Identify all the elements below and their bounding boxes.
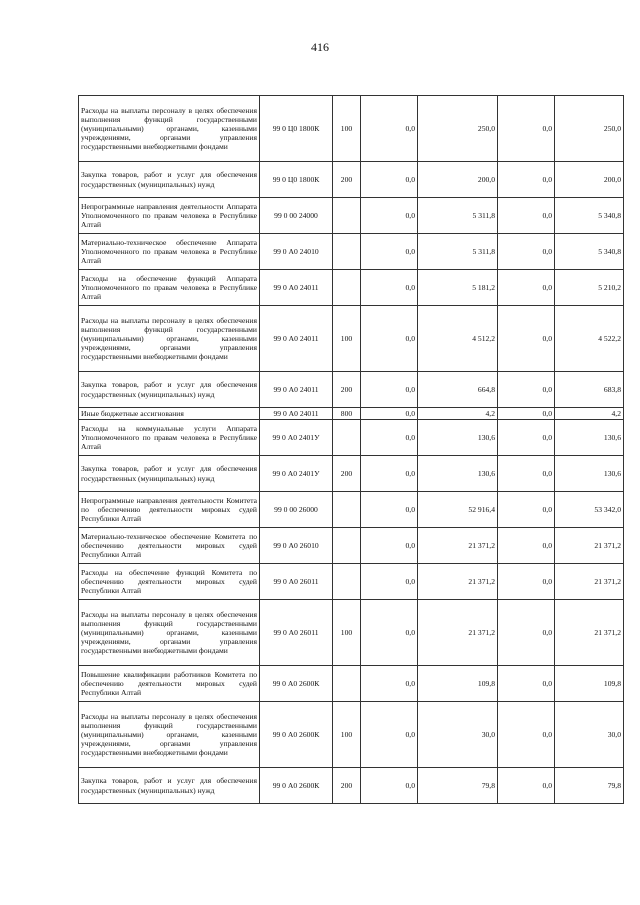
row-value-2-cell: 5 181,2 [418, 270, 498, 306]
row-value-1-cell: 0,0 [361, 162, 418, 198]
row-value-4-cell: 21 371,2 [555, 564, 624, 600]
row-code-cell: 99 0 00 26000 [260, 492, 333, 528]
row-code-cell: 99 0 А0 2600К [260, 768, 333, 804]
row-value-4-cell: 4 522,2 [555, 306, 624, 372]
row-code-cell: 99 0 Ц0 1800К [260, 96, 333, 162]
row-value-1-cell: 0,0 [361, 702, 418, 768]
row-value-2-cell: 109,8 [418, 666, 498, 702]
row-expense-type-cell [333, 564, 361, 600]
row-name-cell: Закупка товаров, работ и услуг для обеспечения государственных (муниципальных) нужд [79, 162, 260, 198]
row-code-cell: 99 0 00 24000 [260, 198, 333, 234]
row-value-1-cell: 0,0 [361, 492, 418, 528]
row-value-3-cell: 0,0 [498, 492, 555, 528]
row-value-3-cell: 0,0 [498, 162, 555, 198]
row-value-1-cell: 0,0 [361, 768, 418, 804]
row-name-cell: Иные бюджетные ассигнования [79, 408, 260, 420]
row-value-4-cell: 200,0 [555, 162, 624, 198]
table-row [79, 270, 624, 306]
row-value-2-cell: 4,2 [418, 408, 498, 420]
row-name-cell: Расходы на обеспечение функций Комитета по обеспечению деятельности мировых судей Республики Алтай [79, 564, 260, 600]
row-value-1-cell: 0,0 [361, 198, 418, 234]
row-value-3-cell: 0,0 [498, 96, 555, 162]
row-expense-type-cell: 800 [333, 408, 361, 420]
row-value-2-cell: 664,8 [418, 372, 498, 408]
row-value-4-cell: 21 371,2 [555, 528, 624, 564]
row-code-cell: 99 0 А0 26011 [260, 564, 333, 600]
row-expense-type-cell: 100 [333, 702, 361, 768]
row-code-cell: 99 0 А0 24011 [260, 372, 333, 408]
table-row [79, 408, 624, 420]
row-name-cell: Расходы на коммунальные услуги Аппарата Уполномоченного по правам человека в Республике Алтай [79, 420, 260, 456]
page-number: 416 [311, 40, 329, 54]
row-value-4-cell: 130,6 [555, 420, 624, 456]
row-name-cell: Расходы на обеспечение функций Аппарата Уполномоченного по правам человека в Республике Алтай [79, 270, 260, 306]
table-row [79, 456, 624, 492]
row-value-4-cell: 683,8 [555, 372, 624, 408]
row-value-1-cell: 0,0 [361, 234, 418, 270]
table-row [79, 492, 624, 528]
row-value-2-cell: 5 311,8 [418, 198, 498, 234]
row-expense-type-cell: 100 [333, 96, 361, 162]
row-name-cell: Закупка товаров, работ и услуг для обеспечения государственных (муниципальных) нужд [79, 768, 260, 804]
row-name-cell: Непрограммные направления деятельности Аппарата Уполномоченного по правам человека в Республике Алтай [79, 198, 260, 234]
row-expense-type-cell [333, 528, 361, 564]
row-value-1-cell: 0,0 [361, 306, 418, 372]
row-expense-type-cell: 100 [333, 306, 361, 372]
row-expense-type-cell [333, 492, 361, 528]
row-value-3-cell: 0,0 [498, 420, 555, 456]
row-value-4-cell: 109,8 [555, 666, 624, 702]
row-value-2-cell: 5 311,8 [418, 234, 498, 270]
row-value-4-cell: 5 210,2 [555, 270, 624, 306]
row-value-1-cell: 0,0 [361, 600, 418, 666]
table-row [79, 162, 624, 198]
row-value-1-cell: 0,0 [361, 666, 418, 702]
row-value-1-cell: 0,0 [361, 420, 418, 456]
row-value-3-cell: 0,0 [498, 456, 555, 492]
row-value-3-cell: 0,0 [498, 768, 555, 804]
row-value-3-cell: 0,0 [498, 372, 555, 408]
table-row [79, 372, 624, 408]
row-code-cell: 99 0 Ц0 1800К [260, 162, 333, 198]
table-row [79, 234, 624, 270]
row-value-2-cell: 21 371,2 [418, 600, 498, 666]
row-value-4-cell: 79,8 [555, 768, 624, 804]
row-expense-type-cell [333, 270, 361, 306]
row-value-2-cell: 130,6 [418, 420, 498, 456]
row-code-cell: 99 0 А0 26010 [260, 528, 333, 564]
row-code-cell: 99 0 А0 24011 [260, 408, 333, 420]
row-value-3-cell: 0,0 [498, 306, 555, 372]
row-value-4-cell: 4,2 [555, 408, 624, 420]
row-name-cell: Непрограммные направления деятельности Комитета по обеспечению деятельности мировых судей Республики Алтай [79, 492, 260, 528]
row-value-3-cell: 0,0 [498, 702, 555, 768]
row-value-4-cell: 250,0 [555, 96, 624, 162]
row-value-3-cell: 0,0 [498, 564, 555, 600]
table-row [79, 528, 624, 564]
row-value-4-cell: 5 340,8 [555, 198, 624, 234]
row-name-cell: Расходы на выплаты персоналу в целях обеспечения выполнения функций государственными (муниципальными) органами, казенными учреждениями, органами управления государственными внебюджетными фондами [79, 306, 260, 372]
table-row [79, 198, 624, 234]
row-expense-type-cell: 200 [333, 456, 361, 492]
row-value-2-cell: 21 371,2 [418, 564, 498, 600]
table-row [79, 600, 624, 666]
row-code-cell: 99 0 А0 2401У [260, 456, 333, 492]
row-value-1-cell: 0,0 [361, 408, 418, 420]
row-name-cell: Повышение квалификации работников Комитета по обеспечению деятельности мировых судей Республики Алтай [79, 666, 260, 702]
row-code-cell: 99 0 А0 24011 [260, 270, 333, 306]
row-value-3-cell: 0,0 [498, 408, 555, 420]
row-code-cell: 99 0 А0 2600К [260, 702, 333, 768]
row-value-1-cell: 0,0 [361, 372, 418, 408]
row-name-cell: Расходы на выплаты персоналу в целях обеспечения выполнения функций государственными (муниципальными) органами, казенными учреждениями, органами управления государственными внебюджетными фондами [79, 702, 260, 768]
row-value-2-cell: 4 512,2 [418, 306, 498, 372]
row-expense-type-cell [333, 234, 361, 270]
row-name-cell: Расходы на выплаты персоналу в целях обеспечения выполнения функций государственными (муниципальными) органами, казенными учреждениями, органами управления государственными внебюджетными фондами [79, 96, 260, 162]
row-value-2-cell: 30,0 [418, 702, 498, 768]
row-value-3-cell: 0,0 [498, 234, 555, 270]
row-value-1-cell: 0,0 [361, 96, 418, 162]
row-value-4-cell: 53 342,0 [555, 492, 624, 528]
row-value-1-cell: 0,0 [361, 528, 418, 564]
row-value-4-cell: 5 340,8 [555, 234, 624, 270]
row-value-4-cell: 130,6 [555, 456, 624, 492]
table-row [79, 306, 624, 372]
table-row [79, 768, 624, 804]
row-value-3-cell: 0,0 [498, 528, 555, 564]
row-name-cell: Закупка товаров, работ и услуг для обеспечения государственных (муниципальных) нужд [79, 456, 260, 492]
row-code-cell: 99 0 А0 2600К [260, 666, 333, 702]
row-expense-type-cell [333, 198, 361, 234]
row-value-2-cell: 79,8 [418, 768, 498, 804]
row-value-1-cell: 0,0 [361, 456, 418, 492]
row-value-1-cell: 0,0 [361, 564, 418, 600]
row-value-3-cell: 0,0 [498, 600, 555, 666]
table-row [79, 702, 624, 768]
row-value-3-cell: 0,0 [498, 666, 555, 702]
row-value-3-cell: 0,0 [498, 270, 555, 306]
row-expense-type-cell: 200 [333, 372, 361, 408]
row-value-2-cell: 130,6 [418, 456, 498, 492]
row-value-4-cell: 30,0 [555, 702, 624, 768]
row-value-2-cell: 200,0 [418, 162, 498, 198]
table-row [79, 564, 624, 600]
budget-table [78, 95, 624, 804]
row-name-cell: Расходы на выплаты персоналу в целях обеспечения выполнения функций государственными (муниципальными) органами, казенными учреждениями, органами управления государственными внебюджетными фондами [79, 600, 260, 666]
table-row [79, 666, 624, 702]
row-expense-type-cell: 200 [333, 768, 361, 804]
table-row [79, 420, 624, 456]
row-code-cell: 99 0 А0 2401У [260, 420, 333, 456]
row-code-cell: 99 0 А0 26011 [260, 600, 333, 666]
row-expense-type-cell [333, 420, 361, 456]
row-value-4-cell: 21 371,2 [555, 600, 624, 666]
row-code-cell: 99 0 А0 24011 [260, 306, 333, 372]
row-expense-type-cell: 200 [333, 162, 361, 198]
row-value-3-cell: 0,0 [498, 198, 555, 234]
row-value-2-cell: 52 916,4 [418, 492, 498, 528]
row-expense-type-cell: 100 [333, 600, 361, 666]
row-code-cell: 99 0 А0 24010 [260, 234, 333, 270]
row-value-2-cell: 250,0 [418, 96, 498, 162]
row-value-2-cell: 21 371,2 [418, 528, 498, 564]
row-name-cell: Материально-техническое обеспечение Аппарата Уполномоченного по правам человека в Республике Алтай [79, 234, 260, 270]
row-name-cell: Закупка товаров, работ и услуг для обеспечения государственных (муниципальных) нужд [79, 372, 260, 408]
row-expense-type-cell [333, 666, 361, 702]
row-value-1-cell: 0,0 [361, 270, 418, 306]
row-name-cell: Материально-техническое обеспечение Комитета по обеспечению деятельности мировых судей Республики Алтай [79, 528, 260, 564]
table-row [79, 96, 624, 162]
budget-table-body [79, 96, 624, 804]
